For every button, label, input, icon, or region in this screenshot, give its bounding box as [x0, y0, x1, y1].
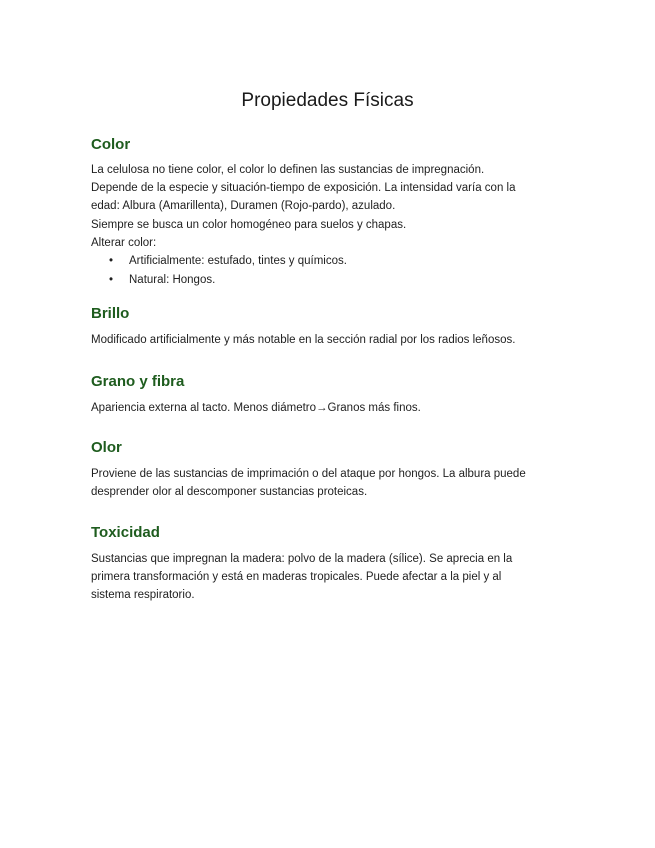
section-olor [91, 438, 571, 501]
olor-line-2: desprender olor al descomponer sustancias proteicas. [91, 486, 368, 499]
section-heading-grano: Grano y fibra [91, 373, 185, 390]
brillo-line-1: Modificado artificialmente y más notable en la sección radial por los radios leñosos. [91, 334, 516, 346]
color-line-1: La celulosa no tiene color, el color lo definen las sustancias de impregnación. [91, 164, 485, 176]
bullet-dot: • [109, 255, 114, 268]
bullet-dot: • [109, 273, 114, 286]
color-bullet-list [91, 252, 571, 290]
toxicidad-line-3: sistema respiratorio. [91, 589, 195, 602]
list-item [91, 252, 571, 271]
color-line-5: Alterar color: [91, 236, 157, 249]
bullet-text: Natural: Hongos. [129, 273, 216, 286]
color-line-2: Depende de la especie y situación-tiempo de exposición. La intensidad varía con la [91, 182, 516, 195]
section-heading-brillo: Brillo [91, 305, 130, 322]
section-heading-color: Color [91, 136, 131, 153]
section-heading-olor: Olor [91, 439, 122, 456]
olor-line-1: Proviene de las sustancias de imprimación o del ataque por hongos. La albura puede [91, 468, 526, 480]
toxicidad-line-1: Sustancias que impregnan la madera: polvo de la madera (sílice). Se aprecia en la [91, 553, 513, 565]
grano-line-1: Apariencia externa al tacto. Menos diámetro→Granos más finos. [91, 402, 421, 414]
color-line-4: Siempre se busca un color homogéneo para suelos y chapas. [91, 218, 407, 231]
bullet-text: Artificialmente: estufado, tintes y químicos. [129, 255, 347, 268]
section-grano [91, 372, 571, 417]
section-brillo [91, 304, 571, 349]
section-color [91, 135, 571, 290]
list-item [91, 271, 571, 290]
color-line-3: edad: Albura (Amarillenta), Duramen (Rojo-pardo), azulado. [91, 200, 396, 213]
section-toxicidad [91, 523, 571, 605]
page-title: Propiedades Físicas [241, 90, 414, 111]
toxicidad-line-2: primera transformación y está en maderas tropicales. Puede afectar a la piel y al [91, 571, 502, 584]
section-heading-toxicidad: Toxicidad [91, 524, 160, 541]
